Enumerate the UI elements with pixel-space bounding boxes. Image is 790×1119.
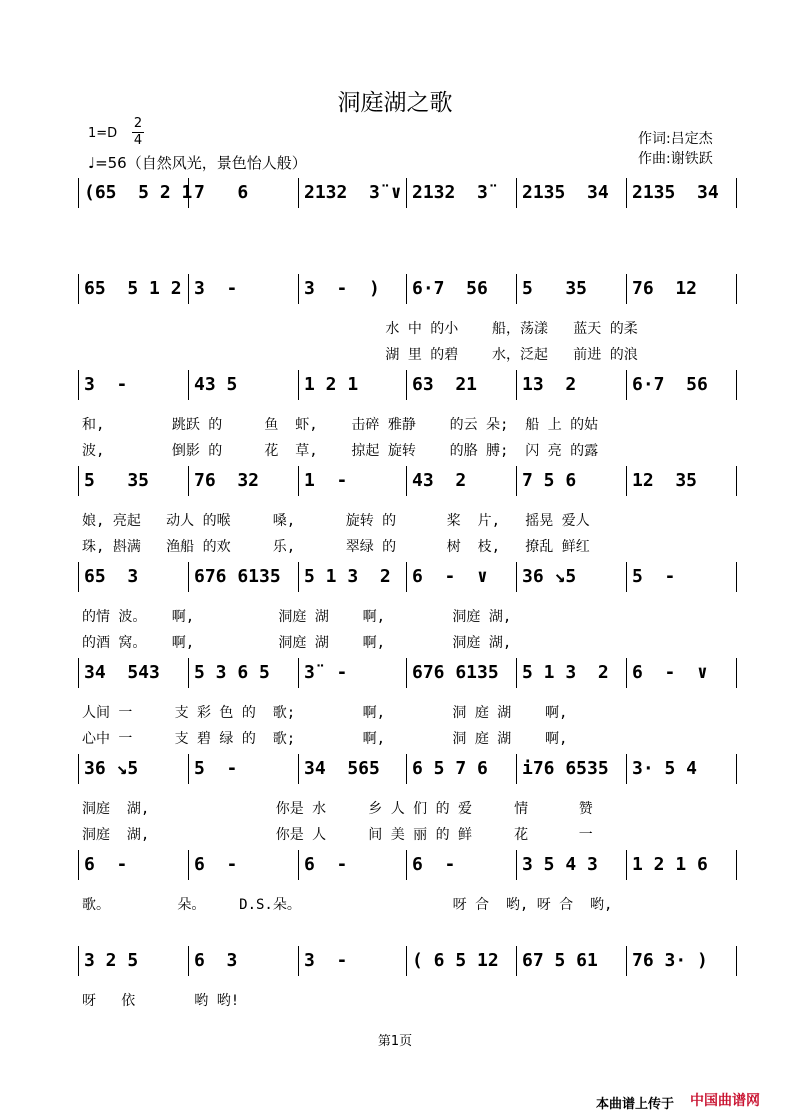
bar-line [736, 658, 737, 688]
measure-notes: 5 3 6 5 [194, 662, 270, 683]
measure-notes: 34 543 [84, 662, 160, 683]
measure-notes: 12 35 [632, 470, 698, 491]
bar-line [626, 466, 627, 496]
bar-line [626, 274, 627, 304]
bar-line [736, 850, 737, 880]
bar-line [626, 946, 627, 976]
measure-notes: 3 - [304, 950, 348, 971]
source-text: 本曲谱上传于 [596, 1097, 675, 1112]
bar-line [188, 658, 189, 688]
measure-notes: 6 - [194, 854, 238, 875]
bar-line [298, 850, 299, 880]
score-system [0, 658, 790, 748]
bar-line [736, 946, 737, 976]
measure-notes: 76 12 [632, 278, 698, 299]
measure-notes: 6 - ∨ [412, 566, 488, 587]
bar-line [188, 850, 189, 880]
bar-line [188, 274, 189, 304]
bar-line [298, 274, 299, 304]
bar-line [406, 274, 407, 304]
lyric-line: 心中 一 支 碧 绿 的 歌; 啊, 洞 庭 湖 啊, [82, 731, 568, 747]
measure-notes: i76 6535 [522, 758, 609, 779]
bar-line [78, 370, 79, 400]
bar-line [298, 178, 299, 208]
measure-notes: 76 3· ) [632, 950, 708, 971]
measure-notes: 5 35 [84, 470, 150, 491]
bar-line [736, 562, 737, 592]
bar-line [298, 946, 299, 976]
measure-notes: 3 - ) [304, 278, 380, 299]
measure-notes: 65 5 1 2 [84, 278, 182, 299]
bar-line [78, 754, 79, 784]
measure-notes: 76 32 [194, 470, 260, 491]
bar-line [406, 946, 407, 976]
measure-notes: 6 - [304, 854, 348, 875]
measure-notes: 43 2 [412, 470, 467, 491]
bar-line [736, 370, 737, 400]
bar-line [516, 466, 517, 496]
bar-line [626, 562, 627, 592]
score-system [0, 178, 790, 268]
measure-notes: 3· 5 4 [632, 758, 698, 779]
measure-notes: 2132 3̈ ∨ [304, 182, 402, 203]
bar-line [406, 562, 407, 592]
bar-line [736, 274, 737, 304]
measure-notes: 5 1 3 2 [304, 566, 391, 587]
bar-line [188, 946, 189, 976]
bar-line [626, 370, 627, 400]
composer-credit: 作曲:谢铁跃 [638, 151, 713, 167]
measure-notes: 6 - [84, 854, 160, 875]
page-title: 洞庭湖之歌 [337, 90, 453, 116]
bar-line [626, 754, 627, 784]
score-system [0, 754, 790, 844]
lyric-line: 呀 依 哟 哟! [82, 993, 240, 1009]
bar-line [406, 850, 407, 880]
lyric-line: 和, 跳跃 的 鱼 虾, 击碎 雅静 的云 朵; 船 上 的姑 [82, 417, 599, 433]
key-signature: 1=D [88, 126, 118, 141]
lyricist-credit: 作词:吕定杰 [638, 131, 713, 147]
bar-line [188, 562, 189, 592]
lyric-line: 人间 一 支 彩 色 的 歌; 啊, 洞 庭 湖 啊, [82, 705, 568, 721]
bar-line [298, 658, 299, 688]
lyric-line: 水 中 的小 船，荡漾 蓝天 的柔 [82, 321, 638, 337]
bar-line [406, 658, 407, 688]
measure-notes: 6 - ∨ [632, 662, 708, 683]
bar-line [516, 850, 517, 880]
bar-line [406, 178, 407, 208]
bar-line [78, 946, 79, 976]
measure-notes: 5 - [194, 758, 238, 779]
measure-notes: 67 5 61 [522, 950, 598, 971]
measure-notes: 676 6135 [412, 662, 499, 683]
lyric-line: 湖 里 的碧 水，泛起 前进 的浪 [82, 347, 638, 363]
bar-line [406, 370, 407, 400]
bar-line [298, 754, 299, 784]
measure-notes: 7 5 6 [522, 470, 577, 491]
bar-line [516, 370, 517, 400]
measure-notes: 36 ↘5 [84, 758, 139, 779]
measure-notes: ( 6 5 12 [412, 950, 499, 971]
measure-notes: 36 ↘5 [522, 566, 577, 587]
bar-line [78, 850, 79, 880]
bar-line [188, 370, 189, 400]
measure-notes: 5 1 3 2 [522, 662, 609, 683]
bar-line [298, 466, 299, 496]
bar-line [516, 274, 517, 304]
bar-line [516, 754, 517, 784]
lyric-line: 珠, 斟满 渔船 的欢 乐, 翠绿 的 树 枝, 撩乱 鲜红 [82, 539, 590, 555]
bar-line [626, 658, 627, 688]
score-system [0, 850, 790, 940]
lyric-line: 娘, 亮起 动人 的喉 嗓, 旋转 的 桨 片, 摇晃 爱人 [82, 513, 590, 529]
measure-notes: 1 2 1 6 [632, 854, 708, 875]
lyric-line: 洞庭 湖, 你是 水 乡 人 们 的 爱 情 赞 [82, 801, 593, 817]
measure-notes: 5 35 [522, 278, 588, 299]
bar-line [736, 178, 737, 208]
measure-notes: 3̈ - [304, 662, 348, 683]
bar-line [406, 754, 407, 784]
page-number: 第1页 [377, 1034, 413, 1049]
site-logo-text: 中国曲谱网 [690, 1093, 760, 1109]
measure-notes: 65 3 [84, 566, 139, 587]
measure-notes: 6 3 [194, 950, 238, 971]
measure-notes: 5 - [632, 566, 676, 587]
measure-notes: 1 - [304, 470, 348, 491]
score-system [0, 274, 790, 364]
tempo-marking: ♩=56（自然风光，景色怡人般） [88, 154, 307, 172]
bar-line [78, 178, 79, 208]
time-sig-top: 2 [133, 116, 143, 131]
measure-notes: 63 21 [412, 374, 478, 395]
measure-notes: 6 5 7 6 [412, 758, 488, 779]
score-system [0, 370, 790, 460]
measure-notes: 1 2 1 [304, 374, 359, 395]
bar-line [78, 562, 79, 592]
score-system [0, 946, 790, 1036]
measure-notes: 6·7 56 [412, 278, 488, 299]
measure-notes: 43 5 [194, 374, 238, 395]
measure-notes: 2135 34 [632, 182, 719, 203]
measure-notes: 3 - [194, 278, 238, 299]
bar-line [516, 658, 517, 688]
bar-line [516, 562, 517, 592]
lyric-line: 的酒 窝。 啊, 洞庭 湖 啊, 洞庭 湖, [82, 635, 512, 651]
lyric-line: 波, 倒影 的 花 草, 掠起 旋转 的胳 膊; 闪 亮 的露 [82, 443, 599, 459]
measure-notes: 3 2 5 [84, 950, 139, 971]
measure-notes: 6 - [412, 854, 456, 875]
bar-line [78, 274, 79, 304]
measure-notes: (65 5 2 1 [84, 182, 193, 203]
bar-line [516, 946, 517, 976]
bar-line [298, 562, 299, 592]
bar-line [298, 370, 299, 400]
bar-line [406, 466, 407, 496]
score-system [0, 466, 790, 556]
time-signature [131, 116, 145, 149]
bar-line [736, 754, 737, 784]
bar-line [78, 658, 79, 688]
bar-line [626, 850, 627, 880]
lyric-line: 洞庭 湖, 你是 人 间 美 丽 的 鲜 花 一 [82, 827, 593, 843]
bar-line [736, 466, 737, 496]
lyric-line: 歌。 朵。 D.S.朵。 呀 合 哟, 呀 合 哟, [82, 897, 613, 913]
score-system [0, 562, 790, 652]
measure-notes: 34 565 [304, 758, 380, 779]
bar-line [516, 178, 517, 208]
time-sig-bottom: 4 [133, 133, 143, 148]
measure-notes: 6·7 56 [632, 374, 708, 395]
bar-line [188, 754, 189, 784]
measure-notes: 7 6 [194, 182, 249, 203]
bar-line [626, 178, 627, 208]
measure-notes: 3 - [84, 374, 128, 395]
measure-notes: 676 6135 [194, 566, 281, 587]
bar-line [188, 466, 189, 496]
measure-notes: 13 2 [522, 374, 577, 395]
site-logo [690, 1090, 760, 1110]
measure-notes: 2135 34 [522, 182, 609, 203]
measure-notes: 2132 3̈ [412, 182, 488, 203]
lyric-line: 的情 波。 啊, 洞庭 湖 啊, 洞庭 湖, [82, 609, 512, 625]
bar-line [78, 466, 79, 496]
measure-notes: 3 5 4 3 [522, 854, 598, 875]
